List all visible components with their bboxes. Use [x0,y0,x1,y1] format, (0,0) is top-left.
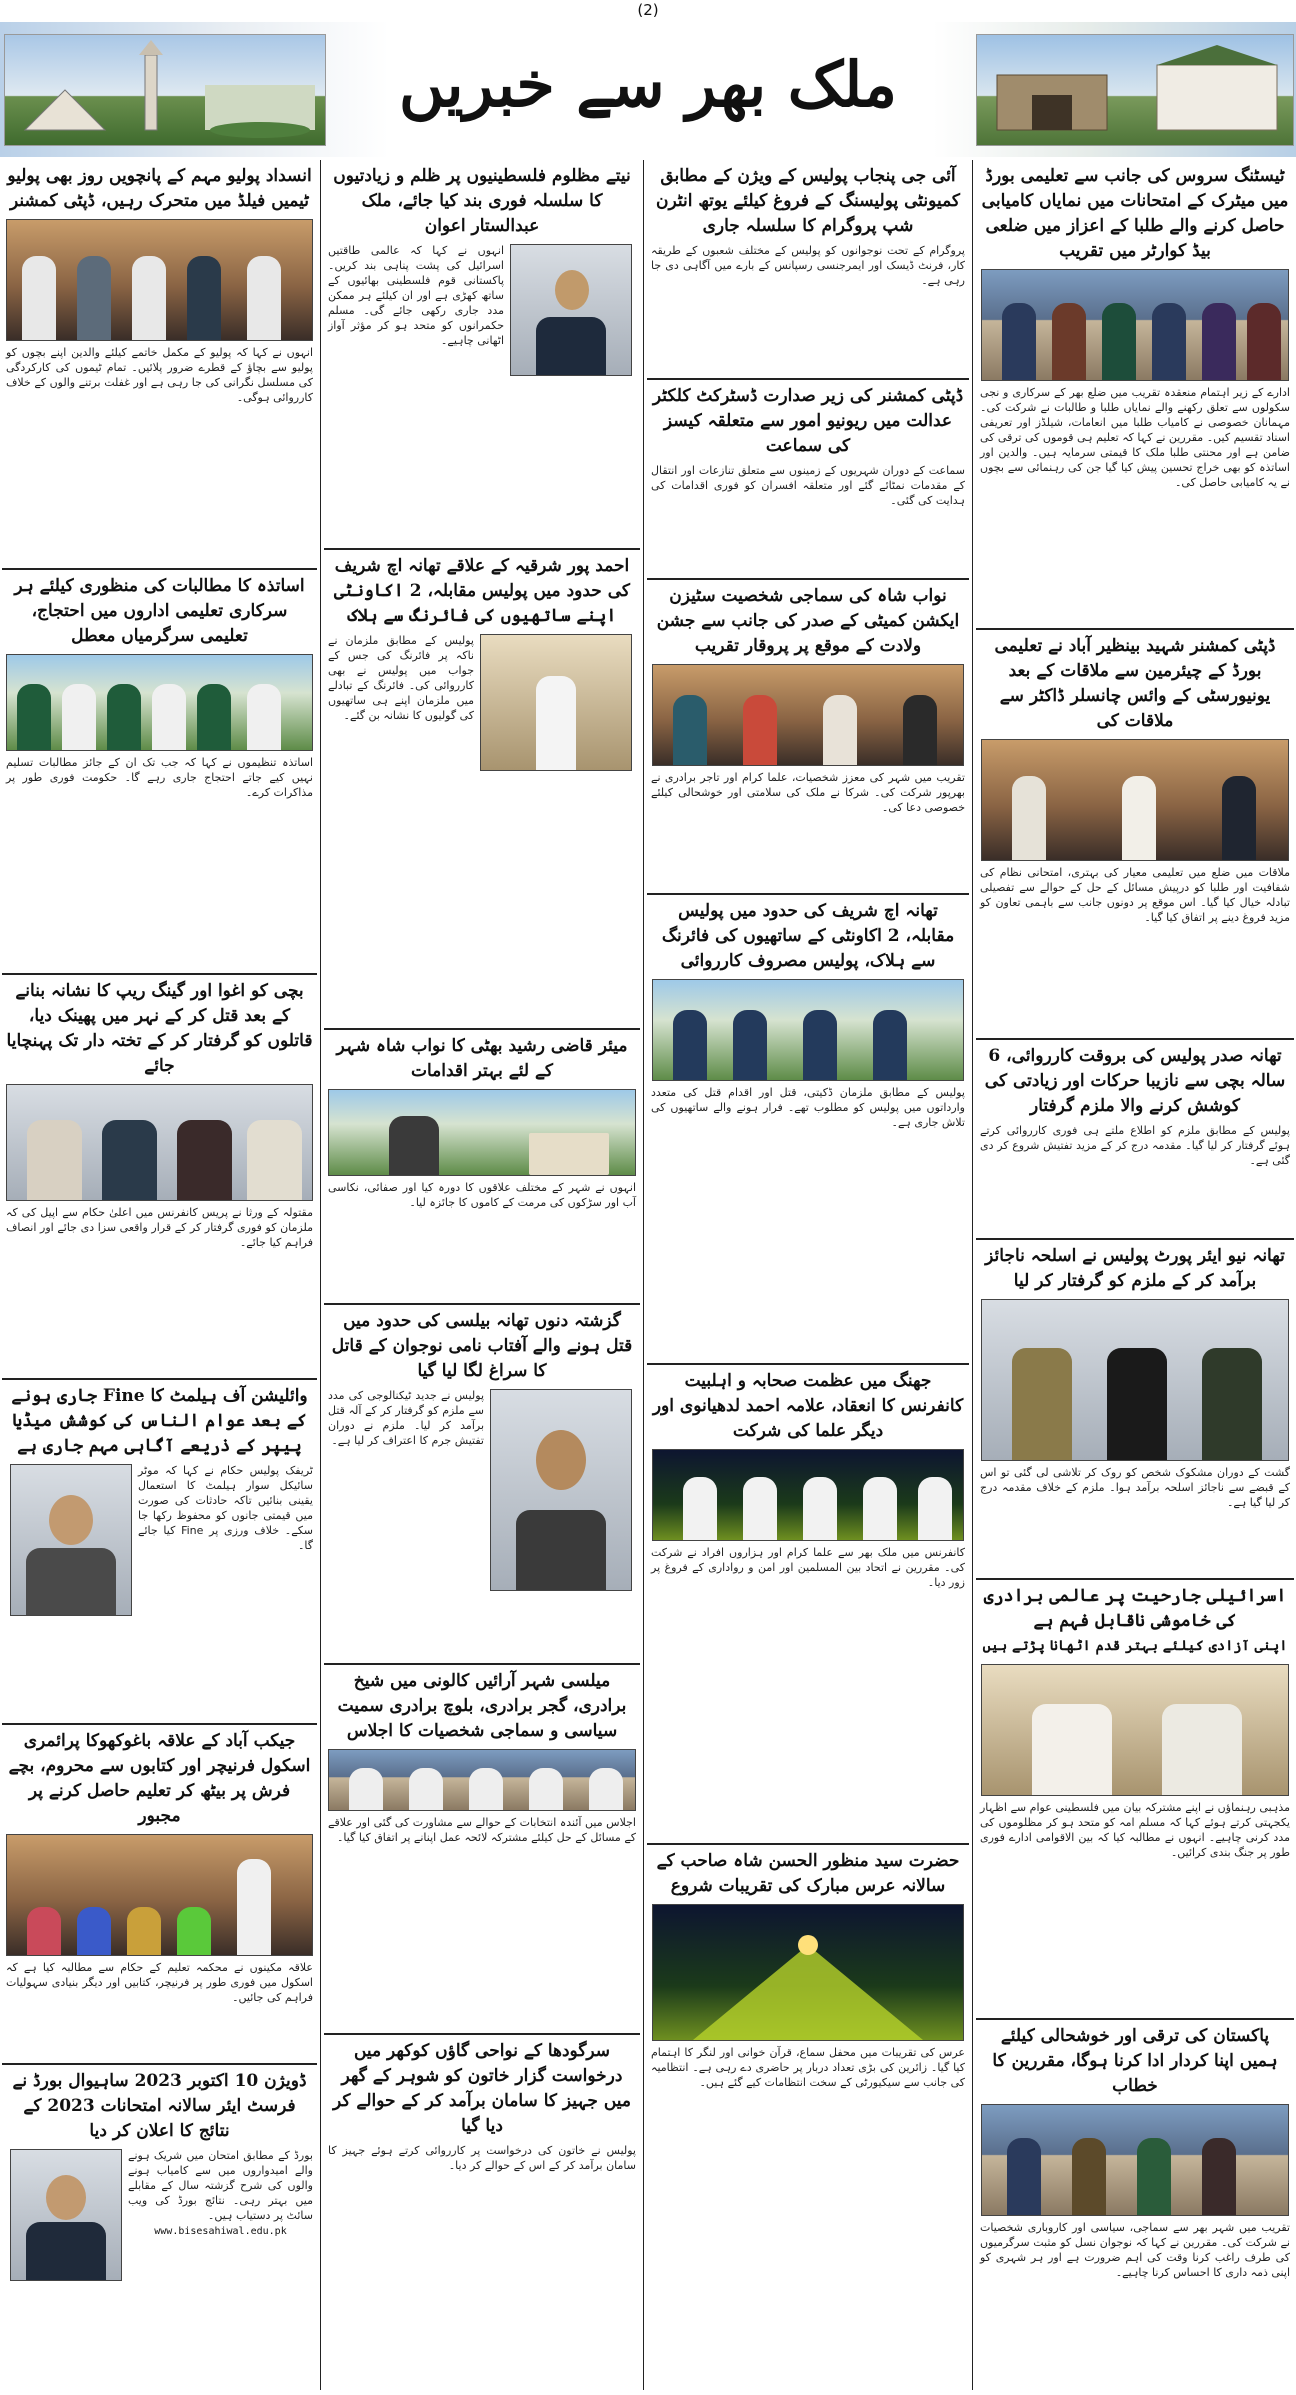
news-story [976,1580,1294,2020]
story-headline: میئر قاضی رشید بھٹی کا نواب شاہ شہر کے لئے بہتر اقدامات [336,1036,628,1081]
story-body: پولیس کے مطابق ملزم کو اطلاع ملتے ہی فوری کارروائی کرتے ہوئے گرفتار کر لیا گیا۔ مقدمہ درج کر کے مزید تفتیش شروع کر دی گئی ہے۔ [980,1124,1290,1167]
story-body: اجلاس میں آئندہ انتخابات کے حوالے سے مشاورت کی گئی اور علاقے کے مسائل کے حل کیلئے مشترکہ لائحہ عمل اپنانے پر اتفاق کیا گیا۔ [328,1816,636,1844]
news-story [2,975,317,1380]
column-rule [972,160,973,2390]
story-headline: جھنگ میں عظمت صحابہ و اہلبیت کانفرنس کا انعقاد، علامہ احمد لدھیانوی اور دیگر علما کی شرکت [652,1371,964,1441]
story-body: مذہبی رہنماؤں نے اپنے مشترکہ بیان میں فلسطینی عوام سے اظہار یکجہتی کرتے ہوئے کہا کہ مسلم امہ کو متحد ہو کر مظلوموں کی مدد کرنی چاہیے۔ انہوں نے مطالبہ کیا کہ بین الاقوامی ادارے فوری طور پر جنگ بندی کرائیں۔ [980,1801,1290,1859]
page-number: (2) [637,1,659,19]
landmarks-image [4,34,326,146]
news-column-4 [2,160,317,2390]
story-photo [10,1464,132,1616]
story-headline: ڈپٹی کمشنر شہید بینظیر آباد نے تعلیمی بورڈ کے چیئرمین سے ملاقات کے بعد یونیورسٹی کے وائس چانسلر ڈاکٹر سے ملاقات کی [994,636,1276,731]
skyline-icon [5,35,325,145]
story-headline: تھانہ صدر پولیس کی بروقت کارروائی، 6 سالہ بچی سے نازیبا حرکات اور زیادتی کی کوشش کرنے والا ملزم گرفتار [984,1046,1286,1116]
news-column-1 [976,160,1294,2390]
news-story [324,2035,640,2390]
column-rule [320,160,321,2390]
story-photo [6,1834,313,1956]
story-body: پولیس نے خاتون کی درخواست پر کارروائی کرتے ہوئے جہیز کا سامان برآمد کر کے اس کے حوالے کر دیا۔ [328,2144,636,2172]
news-story [976,1040,1294,1240]
news-story [647,580,969,895]
news-story [324,1305,640,1665]
news-story [2,1725,317,2065]
story-subheadline: اپنی آزادی کیلئے بہتر قدم اٹھانا پڑتے ہیں [982,1638,1288,1654]
story-headline: تھانہ اچ شریف کی حدود میں پولیس مقابلہ، 2 اکاونٹی کے ساتھیوں کی فائرنگ سے ہلاک، پولیس مصروف کارروائی [661,901,955,971]
column-rule [643,160,644,2390]
story-headline: نواب شاہ کی سماجی شخصیت سٹیزن ایکشن کمیٹی کے صدر کی جانب سے جشن ولادت کے موقع پر پروقار تقریب [656,586,960,656]
story-body: مقتولہ کے ورثا نے پریس کانفرنس میں اعلیٰ حکام سے اپیل کی کہ ملزمان کو فوری گرفتار کر کے قرار واقعی سزا دی جائے اور انصاف فراہم کیا جائے۔ [6,1206,313,1249]
story-body: علاقہ مکینوں نے محکمہ تعلیم کے حکام سے مطالبہ کیا ہے کہ اسکول میں فوری طور پر فرنیچر، کتابیں اور دیگر بنیادی سہولیات فراہم کی جائیں۔ [6,1961,313,2004]
story-body: گشت کے دوران مشکوک شخص کو روک کر تلاشی لی گئی تو اس کے قبضے سے ناجائز اسلحہ برآمد ہوا۔ ملزم کے خلاف مقدمہ درج کر لیا گیا ہے۔ [980,1466,1290,1509]
story-photo [981,1664,1289,1796]
story-photo [652,1904,964,2041]
news-story [647,895,969,1365]
story-body: بورڈ کے مطابق امتحان میں شریک ہونے والے امیدواروں میں سے کامیاب ہونے والوں کی شرح گزشتہ سال کے مقابلے میں بہتر رہی۔ نتائج بورڈ کی ویب سائٹ پر دستیاب ہیں۔ [128,2149,313,2222]
story-body: کانفرنس میں ملک بھر سے علما کرام اور ہزاروں افراد نے شرکت کی۔ مقررین نے اتحاد بین المسلمین اور امن و رواداری کے فروغ پر زور دیا۔ [651,1546,965,1589]
story-body: پولیس کے مطابق ملزمان نے ناکہ پر فائرنگ کی جس کے جواب میں پولیس نے بھی کارروائی کی۔ فائرنگ کے تبادلے میں ملزمان اپنے ہی ساتھیوں کی گولیوں کا نشانہ بن گئے۔ [328,634,474,722]
story-body: انہوں نے کہا کہ پولیو کے مکمل خاتمے کیلئے والدین اپنے بچوں کو پولیو سے بچاؤ کے قطرے ضرور پلائیں۔ تمام ٹیموں کی کارکردگی کی مسلسل نگرانی کی جا رہی ہے اور غفلت برتنے والوں کے خلاف کارروائی ہوگی۔ [6,346,313,404]
story-photo [981,269,1289,381]
story-body: تقریب میں شہر بھر سے سماجی، سیاسی اور کاروباری شخصیات نے شرکت کی۔ مقررین نے کہا کہ نوجوان نسل کو مثبت سرگرمیوں کی طرف راغب کرنا وقت کی اہم ضرورت ہے اور ہر شہری کو اپنی ذمہ داری کا احساس کرنا چاہیے۔ [980,2221,1290,2279]
story-body: عرس کی تقریبات میں محفل سماع، قرآن خوانی اور لنگر کا اہتمام کیا گیا۔ زائرین کی بڑی تعداد دربار پر حاضری دے رہی ہے۔ انتظامیہ کی جانب سے سیکیورٹی کے سخت انتظامات کیے گئے ہیں۔ [651,2046,965,2089]
story-headline: بچی کو اغوا اور گینگ ریپ کا نشانہ بنانے کے بعد قتل کر کے نہر میں پھینک دیا، قاتلوں کو گرفتار کر کے تختہ دار تک پہنچایا جائے [6,981,313,1076]
story-headline: احمد پور شرقیہ کے علاقے تھانہ اچ شریف کی حدود میں پولیس مقابلہ، 2 اکاونٹی اپنے ساتھیوں کی فائرنگ سے ہلاک [334,556,630,626]
story-headline: انسداد پولیو مہم کے پانچویں روز بھی پولیو ٹیمیں فیلڈ میں متحرک رہیں، ڈپٹی کمشنر [7,166,312,211]
story-headline: پاکستان کی ترقی اور خوشحالی کیلئے ہمیں اپنا کردار ادا کرنا ہوگا، مقررین کا خطاب [992,2026,1278,2096]
story-photo [6,1084,313,1201]
story-headline: آئی جی پنجاب پولیس کے ویژن کے مطابق کمیونٹی پولیسنگ کے فروغ کیلئے یوتھ انٹرن شپ پروگرام کا سلسلہ جاری [656,166,960,236]
story-headline: اساتذہ کا مطالبات کی منظوری کیلئے ہر سرکاری تعلیمی اداروں میں احتجاج، تعلیمی سرگرمیاں معطل [14,576,305,646]
news-story [647,1845,969,2385]
fort-icon [977,35,1293,145]
news-story [2,1380,317,1725]
board-website-link[interactable]: www.bisesahiwal.edu.pk [154,2226,287,2237]
news-story [647,1365,969,1845]
news-story [2,2065,317,2385]
story-photo [10,2149,122,2281]
news-story [647,380,969,580]
story-photo [981,739,1289,861]
story-body: پروگرام کے تحت نوجوانوں کو پولیس کے مختلف شعبوں کے طریقہ کار، فرنٹ ڈیسک اور ایمرجنسی رسپانس کے بارے میں آگاہی دی جا رہی ہے۔ [651,244,965,287]
story-body: انہوں نے شہر کے مختلف علاقوں کا دورہ کیا اور صفائی، نکاسی آب اور سڑکوں کی مرمت کے کاموں کا جائزہ لیا۔ [328,1181,636,1209]
news-story [976,1240,1294,1580]
story-headline: ٹیسٹنگ سروس کی جانب سے تعلیمی بورڈ میں میٹرک کے امتحانات میں نمایاں کامیابی حاصل کرنے والے طلبا کے اعزاز میں ضلعی بیڈ کوارٹر میں تقریب [981,166,1289,261]
story-headline: گزشتہ دنوں تھانہ بیلسی کی حدود میں قتل ہونے والے آفتاب نامی نوجوان کے قاتل کا سراغ لگا لیا گیا [331,1311,633,1381]
news-story [976,630,1294,1040]
story-photo [510,244,632,376]
story-photo [480,634,632,771]
story-headline: میلسی شہر آرائیں کالونی میں شیخ برادری، گجر برادری، بلوچ برادری سمیت سیاسی و سماجی شخصیات کا اجلاس [337,1671,627,1741]
story-photo [652,1449,964,1541]
masthead-banner [0,22,1296,157]
story-photo [981,2104,1289,2216]
story-body: ٹریفک پولیس حکام نے کہا کہ موٹر سائیکل سوار ہیلمٹ کا استعمال یقینی بنائیں تاکہ حادثات کی صورت میں قیمتی جانوں کو محفوظ رکھا جا سکے۔ خلاف ورزی پر Fine کیا جائے گا۔ [138,1464,313,1552]
news-story [324,1665,640,2035]
story-headline: حضرت سید منظور الحسن شاہ صاحب کے سالانہ عرس مبارک کی تقریبات شروع [656,1851,960,1896]
story-headline: تھانہ نیو ایئر پورٹ پولیس نے اسلحہ ناجائز برآمد کر کے ملزم کو گرفتار کر لیا [985,1246,1285,1291]
story-photo [652,664,964,766]
story-headline: ڈویژن 10 اکتوبر 2023 ساہیوال بورڈ نے فرسٹ ایئر سالانہ امتحانات 2023 کے نتائج کا اعلان کر دیا [12,2071,307,2141]
story-headline: سرگودھا کے نواحی گاؤں کوکھر میں درخواست گزار خاتون کو شوہر کے گھر میں جہیز کا سامان برآمد کر کے حوالے کر دیا گیا [333,2041,631,2136]
story-photo [6,219,313,341]
story-body: تقریب میں شہر کی معزز شخصیات، علما کرام اور تاجر برادری نے بھرپور شرکت کی۔ شرکا نے ملک کی سلامتی اور خوشحالی کیلئے خصوصی دعا کی۔ [651,771,965,814]
news-story [2,160,317,570]
illuminated-shrine-icon [653,1905,963,2040]
story-photo [652,979,964,1081]
story-headline: اسرائیلی جارحیت پر عالمی برادری کی خاموشی ناقابل فہم ہے [983,1586,1287,1631]
news-story [324,1030,640,1305]
news-column-2 [647,160,969,2390]
story-headline: وائلیشن آف ہیلمٹ کا Fine جاری ہونے کے بعد عوام الناس کی کوشش میڈیا پیپر کے ذریعے آگاہی مہم جاری ہے [11,1386,308,1456]
story-body: پولیس نے جدید ٹیکنالوجی کی مدد سے ملزم کو گرفتار کر کے آلہ قتل برآمد کر لیا۔ ملزم نے دوران تفتیش جرم کا اعتراف کر لیا ہے۔ [328,1389,484,1447]
story-headline: ڈپٹی کمشنر کی زیر صدارت ڈسٹرکٹ کلکٹر عدالت میں ریونیو امور سے متعلقہ کیسز کی سماعت [652,386,964,456]
news-column-3 [324,160,640,2390]
story-body: پولیس کے مطابق ملزمان ڈکیتی، قتل اور اقدام قتل کی متعدد وارداتوں میں پولیس کو مطلوب تھے۔ فرار ہونے والے ساتھیوں کی تلاش جاری ہے۔ [651,1086,965,1129]
story-body: ادارے کے زیر اہتمام منعقدہ تقریب میں ضلع بھر کے سرکاری و نجی سکولوں سے تعلق رکھنے والے نمایاں طلبا و طالبات نے شرکت کی۔ مہمانان خصوصی نے کامیاب طلبا میں انعامات، شیلڈز اور تعریفی اسناد تقسیم کیں۔ مقررین نے کہا کہ تعلیم ہی قوموں کی ترقی کی ضامن ہے اور محنتی طلبا ملک کا قیمتی سرمایہ ہیں۔ والدین اور اساتذہ کو بھی خراج تحسین پیش کیا گیا جن کی رہنمائی سے بچوں نے یہ کامیابی حاصل کی۔ [980,386,1290,489]
story-body: ملاقات میں ضلع میں تعلیمی معیار کی بہتری، امتحانی نظام کی شفافیت اور طلبا کو درپیش مسائل کے حل کے حوالے سے تفصیلی تبادلہ خیال کیا گیا۔ اس موقع پر دونوں جانب سے باہمی تعاون کو مزید فروغ دینے پر اتفاق کیا گیا۔ [980,866,1290,924]
news-story [2,570,317,975]
masthead-title: ملک بھر سے خبریں [399,48,897,121]
story-headline: جیکب آباد کے علاقہ باغوکھوکا پرائمری اسکول فرنیچر اور کتابوں سے محروم، بچے فرش پر بیٹھ کر تعلیم حاصل کرنے پر مجبور [8,1731,311,1826]
news-story [324,160,640,550]
news-story [976,160,1294,630]
story-headline: نیتے مظلوم فلسطینیوں پر ظلم و زیادتیوں کا سلسلہ فوری بند کیا جائے، ملک عبدالستار اعوان [333,166,631,236]
story-body: سماعت کے دوران شہریوں کے زمینوں سے متعلق تنازعات اور انتقال کے مقدمات نمٹائے گئے اور متعلقہ افسران کو فوری اقدامات کی ہدایت کی گئی۔ [651,464,965,507]
story-photo [981,1299,1289,1461]
news-story [976,2020,1294,2390]
story-photo [490,1389,632,1591]
story-photo [6,654,313,751]
story-body: اساتذہ تنظیموں نے کہا کہ جب تک ان کے جائز مطالبات تسلیم نہیں کیے جاتے احتجاج جاری رہے گا۔ حکومت فوری طور پر مذاکرات کرے۔ [6,756,313,799]
story-body: انہوں نے کہا کہ عالمی طاقتیں اسرائیل کی پشت پناہی بند کریں۔ پاکستانی قوم فلسطینی بھائیوں کے ساتھ کھڑی ہے اور ان کیلئے ہر ممکن مدد جاری رکھی جائے گی۔ مسلم حکمرانوں کو متحد ہو کر مؤثر آواز اٹھانی چاہیے۔ [328,244,504,347]
story-photo [328,1089,636,1176]
news-story [324,550,640,1030]
fort-building-image [976,34,1294,146]
news-story [647,160,969,380]
story-photo [328,1749,636,1811]
